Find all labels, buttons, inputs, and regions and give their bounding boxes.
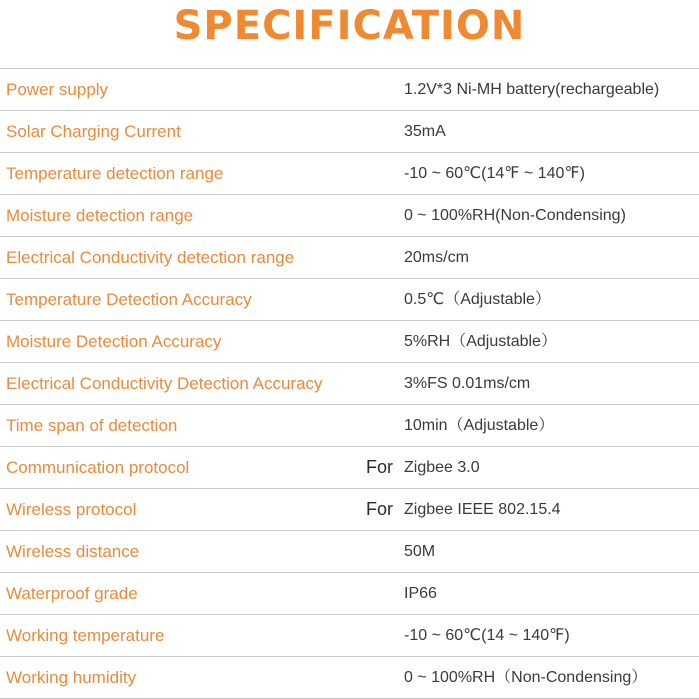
table-row bbox=[0, 237, 699, 279]
spec-value-prefix: For bbox=[366, 499, 393, 519]
table-row bbox=[0, 573, 699, 615]
spec-value: -10 ~ 60℃(14 ~ 140℉) bbox=[404, 627, 570, 644]
table-row bbox=[0, 279, 699, 321]
page-title: SPECIFICATION bbox=[173, 3, 526, 49]
table-row bbox=[0, 69, 699, 111]
spec-value: 0 ~ 100%RH(Non-Condensing) bbox=[404, 207, 626, 224]
spec-label: Temperature detection range bbox=[6, 164, 224, 183]
spec-label: Working humidity bbox=[6, 668, 137, 687]
table-row bbox=[0, 111, 699, 153]
spec-value: 35mA bbox=[404, 123, 446, 140]
spec-value: Zigbee IEEE 802.15.4 bbox=[404, 501, 561, 518]
spec-label: Electrical Conductivity detection range bbox=[6, 248, 295, 267]
spec-label: Communication protocol bbox=[6, 458, 190, 477]
spec-value: 3%FS 0.01ms/cm bbox=[404, 375, 531, 392]
spec-label: Working temperature bbox=[6, 626, 165, 645]
table-row bbox=[0, 363, 699, 405]
table-row bbox=[0, 489, 699, 531]
spec-value-prefix: For bbox=[366, 457, 393, 477]
table-row bbox=[0, 657, 699, 699]
table-row bbox=[0, 531, 699, 573]
spec-label: Power supply bbox=[6, 80, 109, 99]
spec-table bbox=[0, 68, 699, 699]
spec-label: Solar Charging Current bbox=[6, 122, 181, 141]
spec-value: 1.2V*3 Ni-MH battery(rechargeable) bbox=[404, 81, 660, 98]
spec-value: Zigbee 3.0 bbox=[404, 459, 480, 476]
spec-label: Moisture Detection Accuracy bbox=[6, 332, 222, 351]
spec-value: 50M bbox=[404, 543, 436, 560]
table-row bbox=[0, 447, 699, 489]
table-row bbox=[0, 321, 699, 363]
spec-value: 5%RH（Adjustable） bbox=[404, 333, 557, 350]
spec-value: IP66 bbox=[404, 585, 437, 602]
table-row bbox=[0, 405, 699, 447]
spec-value: 0 ~ 100%RH（Non-Condensing） bbox=[404, 669, 648, 686]
spec-value: 0.5℃（Adjustable） bbox=[404, 291, 551, 308]
spec-value: -10 ~ 60℃(14℉ ~ 140℉) bbox=[404, 165, 585, 182]
spec-label: Moisture detection range bbox=[6, 206, 194, 225]
table-row bbox=[0, 615, 699, 657]
table-row bbox=[0, 195, 699, 237]
spec-label: Wireless protocol bbox=[6, 500, 137, 519]
spec-value: 10min（Adjustable） bbox=[404, 417, 555, 434]
spec-label: Temperature Detection Accuracy bbox=[6, 290, 252, 309]
spec-value: 20ms/cm bbox=[404, 249, 469, 266]
spec-label: Time span of detection bbox=[6, 416, 178, 435]
spec-label: Wireless distance bbox=[6, 542, 140, 561]
spec-label: Waterproof grade bbox=[6, 584, 138, 603]
table-row bbox=[0, 153, 699, 195]
spec-label: Electrical Conductivity Detection Accuracy bbox=[6, 374, 323, 393]
